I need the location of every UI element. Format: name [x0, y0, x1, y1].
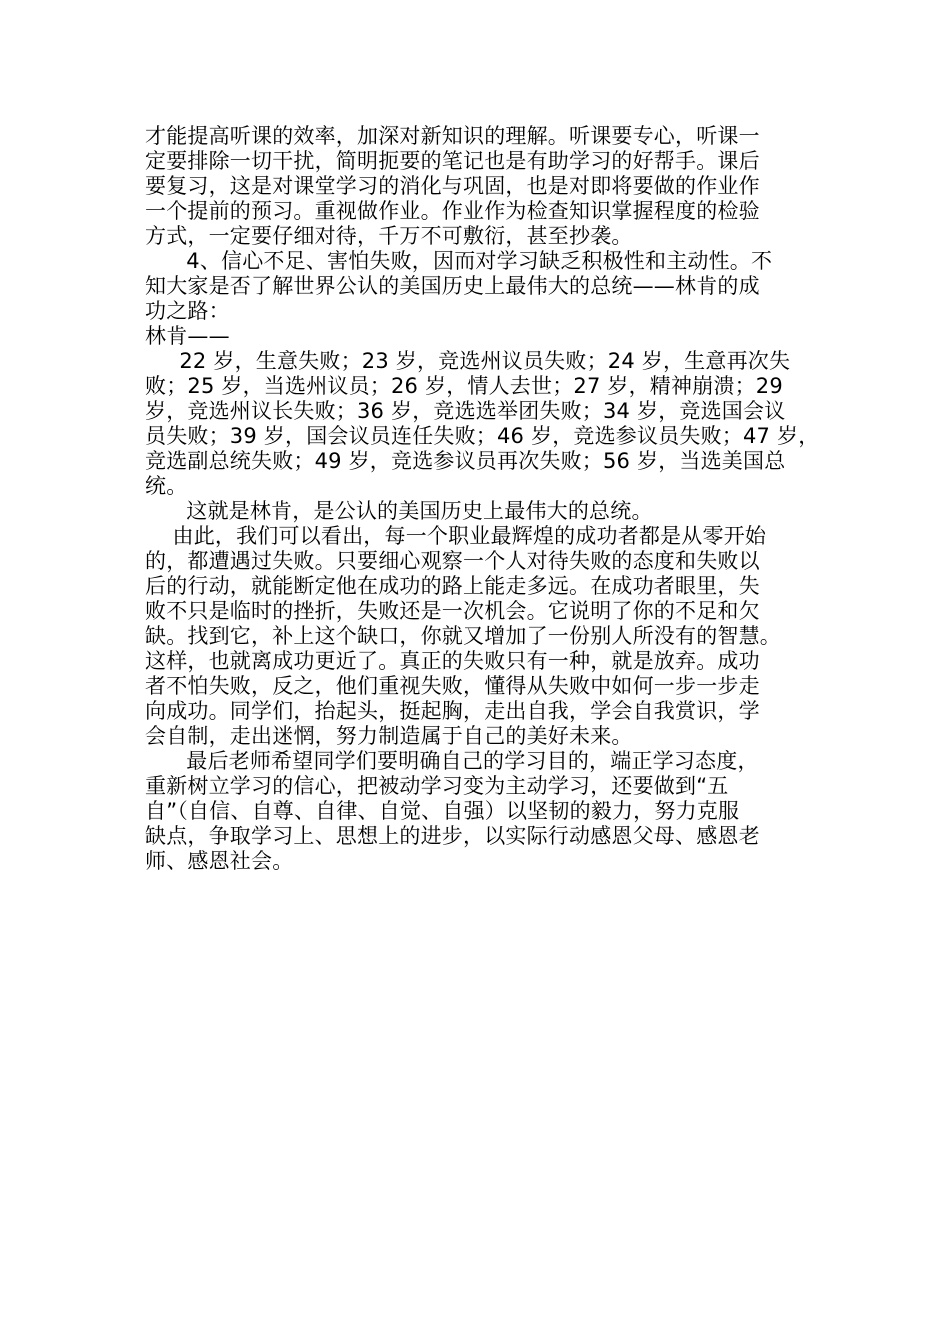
text-line: 后的行动，就能断定他在成功的路上能走多远。在成功者眼里，失: [145, 574, 760, 598]
text-line: 功之路：: [145, 299, 230, 323]
text-line: 员失败；39 岁，国会议员连任失败；46 岁，竞选参议员失败；47 岁，: [145, 424, 820, 448]
text-line: 4、信心不足、害怕失败，因而对学习缺乏积极性和主动性。不: [145, 249, 773, 273]
text-line: 败；25 岁，当选州议员；26 岁，情人去世；27 岁，精神崩溃；29: [145, 374, 783, 398]
text-line: 要复习，这是对课堂学习的消化与巩固，也是对即将要做的作业作: [145, 174, 760, 198]
text-line: 才能提高听课的效率，加深对新知识的理解。听课要专心，听课一: [145, 124, 760, 148]
text-line: 这就是林肯，是公认的美国历史上最伟大的总统。: [145, 499, 653, 523]
text-line: 由此，我们可以看出，每一个职业最辉煌的成功者都是从零开始: [145, 524, 767, 548]
text-line: 向成功。同学们，抬起头，挺起胸，走出自我，学会自我赏识，学: [145, 699, 760, 723]
text-line: 重新树立学习的信心，把被动学习变为主动学习，还要做到“五: [145, 774, 729, 798]
text-line: 最后老师希望同学们要明确自己的学习目的，端正学习态度，: [145, 749, 759, 773]
text-line: 林肯——: [145, 324, 230, 348]
text-line: 一个提前的预习。重视做作业。作业作为检查知识掌握程度的检验: [145, 199, 760, 223]
text-line: 败不只是临时的挫折，失败还是一次机会。它说明了你的不足和欠: [145, 599, 760, 623]
text-line: 者不怕失败，反之，他们重视失败，懂得从失败中如何一步一步走: [145, 674, 760, 698]
text-line: 知大家是否了解世界公认的美国历史上最伟大的总统——林肯的成: [145, 274, 760, 298]
text-line: 竞选副总统失败；49 岁，竞选参议员再次失败；56 岁，当选美国总: [145, 449, 786, 473]
text-line: 师、感恩社会。: [145, 849, 294, 873]
text-line: 这样，也就离成功更近了。真正的失败只有一种，就是放弃。成功: [145, 649, 760, 673]
text-line: 的，都遭遇过失败。只要细心观察一个人对待失败的态度和失败以: [145, 549, 760, 573]
text-line: 定要排除一切干扰，简明扼要的笔记也是有助学习的好帮手。课后: [145, 149, 760, 173]
text-line: 岁，竞选州议长失败；36 岁，竞选选举团失败；34 岁，竞选国会议: [145, 399, 786, 423]
text-line: 会自制，走出迷惘，努力制造属于自己的美好未来。: [145, 724, 633, 748]
text-line: 方式，一定要仔细对待，千万不可敷衍，甚至抄袭。: [145, 224, 633, 248]
text-line: 统。: [145, 474, 188, 498]
text-line: 自”（自信、自尊、自律、自觉、自强）以坚韧的毅力，努力克服: [145, 799, 740, 823]
body-text: [145, 124, 821, 874]
text-line: 缺。找到它，补上这个缺口，你就又增加了一份别人所没有的智慧。: [145, 624, 781, 648]
text-line: 22 岁，生意失败；23 岁，竞选州议员失败；24 岁，生意再次失: [145, 349, 791, 373]
text-line: 缺点，争取学习上、思想上的进步，以实际行动感恩父母、感恩老: [145, 824, 760, 848]
